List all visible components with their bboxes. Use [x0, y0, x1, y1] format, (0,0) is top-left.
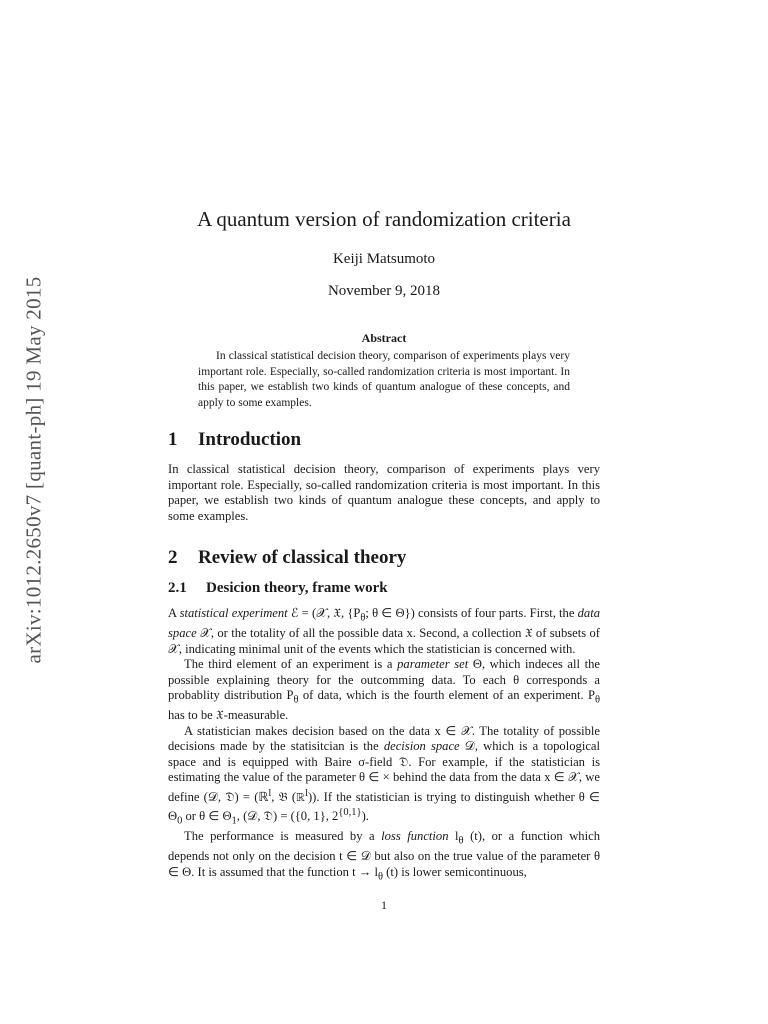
- section-heading-review: [168, 547, 406, 569]
- paper-author: Keiji Matsumoto: [332, 251, 436, 267]
- subsection-heading: [168, 580, 388, 597]
- abstract-text: In classical statistical decision theory, comparison of experiments plays very important role. Especially, so-called randomization criteria is most important. In this paper, we establish two kinds of quantum analogue of these concepts, and apply to some examples.: [198, 350, 570, 409]
- paragraph-decision-space: A statistician makes decision based on the data x ∈ 𝒳. The totality of possible decisions made by the statisitcian is the decision space 𝒟, which is a topological space and is equipped with Baire σ-field 𝔇. For example, if the statistician is estimating the value of the parameter θ ∈ × behind the data from the data x ∈ 𝒳, we define (𝒟, 𝔇) = (ℝ$^l$, 𝔅 (ℝ$^l$)). If the statistician is trying to distinguish whether θ ∈ $\Theta_0$ or θ ∈ $\Theta_1$, (𝒟, 𝔇) = ({0, 1}, $2^{\{0,1\}}$).: [168, 723, 600, 827]
- paper-date: November 9, 2018: [327, 283, 441, 299]
- section-heading-introduction: [168, 429, 301, 451]
- abstract-heading: Abstract: [361, 331, 407, 345]
- section-title: Review of classical theory: [198, 547, 407, 568]
- paper-title: A quantum version of randomization criteria: [197, 207, 571, 231]
- section-2-1-body: [168, 606, 600, 885]
- introduction-paragraph: In classical statistical decision theory, comparison of experiments plays very important role. Especially, so-called randomization criteria is most important. In this paper, we establish two kinds of quantum analogue these concepts, and apply to some examples.: [168, 462, 600, 523]
- paragraph-statistical-experiment: A statistical experiment ℰ = (𝒳, 𝔛, {$P_\theta$; θ ∈ Θ}) consists of four parts. First, the data space 𝒳, or the totality of all the possible data x. Second, a collection 𝔛 of subsets of 𝒳, indicating minimal unit of the events which the statistician is concerned with.: [168, 606, 601, 656]
- section-title: Introduction: [198, 429, 302, 450]
- subsection-number: 2.1: [168, 580, 187, 596]
- paragraph-parameter-set: The third element of an experiment is a parameter set Θ, which indeces all the possible explaining theory for the outcomming data. To each θ corresponds a probablity distribution $P_\theta$ of data, which is the fourth element of an experiment. $P_\theta$ has to be 𝔛-measurable.: [168, 657, 601, 723]
- arxiv-identifier: arXiv:1012.2650v7 [quant-ph] 19 May 2015: [21, 276, 46, 664]
- page-number: 1: [381, 898, 387, 912]
- paragraph-loss-function: The performance is measured by a loss function $l_\theta$ (t), or a function which depends not only on the decision t ∈ 𝒟 but also on the true value of the parameter θ ∈ Θ. It is assumed that the function $t \to l_\theta$ (t) is lower semicontinuous,: [168, 829, 600, 883]
- section-number: 1: [168, 429, 178, 450]
- section-number: 2: [168, 547, 178, 568]
- subsection-title: Desicion theory, frame work: [206, 580, 388, 596]
